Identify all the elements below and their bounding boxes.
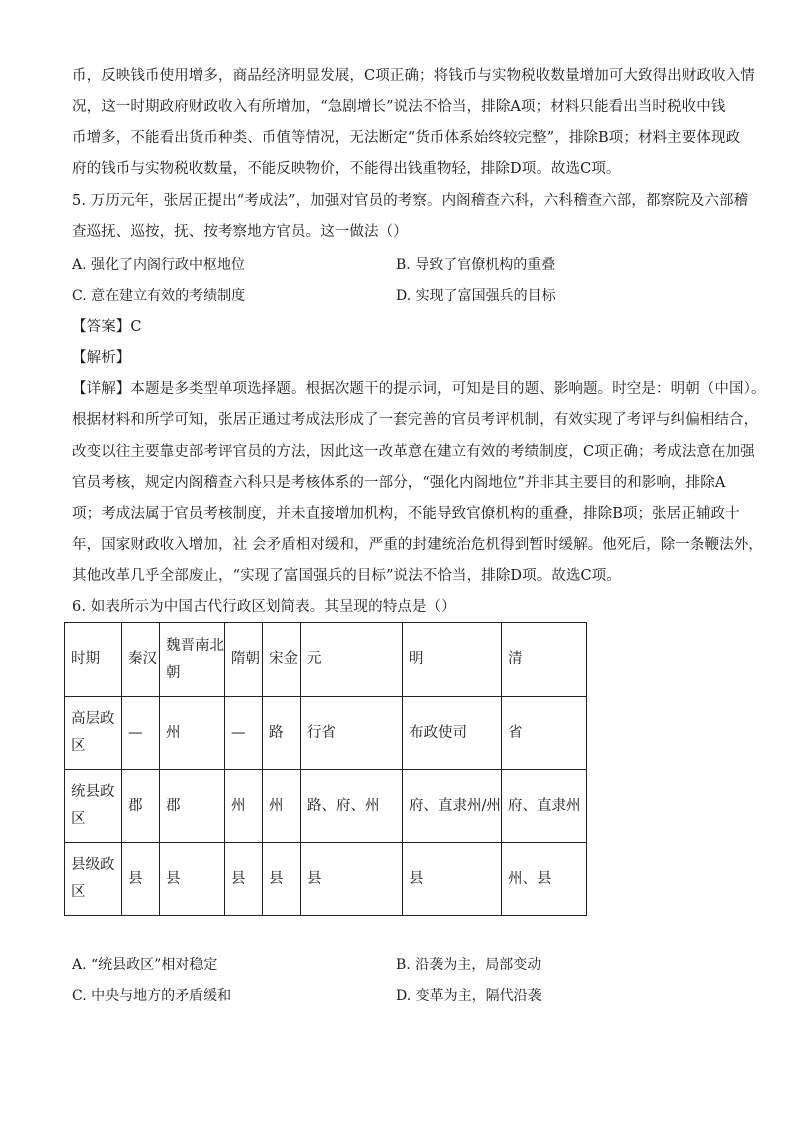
table-cell: 省 — [502, 697, 587, 770]
table-header-row — [65, 623, 587, 697]
table-cell: 县级政区 — [65, 843, 122, 916]
table-cell: 统县政区 — [65, 770, 122, 843]
question-5-stem-line-2: 查巡抚、巡按，抚、按考察地方官员。这一做法（） — [72, 224, 408, 240]
table-cell: 县 — [263, 843, 301, 916]
table-row — [65, 770, 587, 843]
q5-detail-line-3: 改变以往主要靠吏部考评官员的方法，因此这一改革意在建立有效的考绩制度，C项正确；考成法意在加强 — [72, 444, 755, 460]
table-header-cell: 时期 — [65, 623, 122, 697]
table-cell: 郡 — [160, 770, 225, 843]
table-cell: 郡 — [122, 770, 160, 843]
q6-option-b: B. 沿袭为主，局部变动 — [396, 957, 542, 973]
table-cell: 县 — [122, 843, 160, 916]
text-line-3: 币增多，不能看出货币种类、币值等情况，无法断定“货币体系始终较完整”，排除B项；材料主要体现政 — [72, 130, 741, 146]
table-cell: 布政使司 — [403, 697, 502, 770]
question-5-stem-line-1: 5. 万历元年，张居正提出“考成法”，加强对官员的考察。内阁稽查六科，六科稽查六部，都察院及六部稽 — [72, 193, 749, 209]
text-line-4: 府的钱币与实物税收数量，不能反映物价，不能得出钱重物轻，排除D项。故选C项。 — [72, 161, 621, 177]
q5-detail-line-5: 项；考成法属于官员考核制度，并未直接增加机构，不能导致官僚机构的重叠，排除B项；张居正辅政十 — [72, 506, 740, 522]
table-cell: 行省 — [301, 697, 403, 770]
q6-option-a: A. “统县政区”相对稳定 — [72, 957, 218, 973]
table-cell: 府、直隶州/州 — [403, 770, 502, 843]
table-cell: — — [225, 697, 263, 770]
text-line-1: 币，反映钱币使用增多，商品经济明显发展，C项正确；将钱币与实物税收数量增加可大致得出财政收入情 — [72, 68, 755, 84]
q5-detail-line-1: 【详解】本题是多类型单项选择题。根据次题干的提示词，可知是目的题、影响题。时空是：明朝（中国）。 — [72, 381, 766, 397]
q5-detail-line-6: 年，国家财政收入增加，社 会矛盾相对缓和，严重的封建统治危机得到暂时缓解。他死后，除一条鞭法外， — [72, 537, 763, 553]
question-6-stem: 6. 如表所示为中国古代行政区划简表。其呈现的特点是（） — [72, 599, 456, 615]
table-header-cell: 宋金 — [263, 623, 301, 697]
table-cell: 州、县 — [502, 843, 587, 916]
q5-option-c: C. 意在建立有效的考绩制度 — [72, 288, 246, 304]
table-header-cell: 隋朝 — [225, 623, 263, 697]
q5-option-b: B. 导致了官僚机构的重叠 — [396, 257, 556, 273]
table-header-cell: 秦汉 — [122, 623, 160, 697]
table-cell: 州 — [160, 697, 225, 770]
table-cell: 高层政区 — [65, 697, 122, 770]
table-header-cell: 清 — [502, 623, 587, 697]
table-cell: — — [122, 697, 160, 770]
table-cell: 路、府、州 — [301, 770, 403, 843]
table-cell: 路 — [263, 697, 301, 770]
table-cell: 州 — [225, 770, 263, 843]
table-cell: 县 — [403, 843, 502, 916]
table-header-cell: 元 — [301, 623, 403, 697]
table-cell: 县 — [160, 843, 225, 916]
table-cell: 县 — [225, 843, 263, 916]
q6-option-c: C. 中央与地方的矛盾缓和 — [72, 988, 232, 1004]
q5-detail-line-7: 其他改革几乎全部废止，“实现了富国强兵的目标”说法不恰当，排除D项。故选C项。 — [72, 568, 621, 584]
q5-analysis-label: 【解析】 — [72, 350, 131, 366]
q5-option-d: D. 实现了富国强兵的目标 — [396, 288, 556, 304]
table-header-cell: 明 — [403, 623, 502, 697]
q5-detail-line-4: 官员考核，规定内阁稽查六科只是考核体系的一部分，“强化内阁地位”并非其主要目的和影响，排除A — [72, 475, 726, 491]
table-cell: 县 — [301, 843, 403, 916]
table-row — [65, 697, 587, 770]
q5-option-a: A. 强化了内阁行政中枢地位 — [72, 257, 246, 273]
q6-option-d: D. 变革为主，隔代沿袭 — [396, 988, 542, 1004]
admin-division-table — [64, 622, 587, 916]
q5-answer: 【答案】C — [72, 319, 142, 335]
table-row — [65, 843, 587, 916]
text-line-2: 况，这一时期政府财政收入有所增加，“急剧增长”说法不恰当，排除A项；材料只能看出当时税收中钱 — [72, 99, 726, 115]
table-cell: 州 — [263, 770, 301, 843]
table-cell: 府、直隶州 — [502, 770, 587, 843]
q5-detail-line-2: 根据材料和所学可知，张居正通过考成法形成了一套完善的官员考评机制，有效实现了考评与纠偏相结合， — [72, 412, 759, 428]
table-header-cell: 魏晋南北朝 — [160, 623, 225, 697]
